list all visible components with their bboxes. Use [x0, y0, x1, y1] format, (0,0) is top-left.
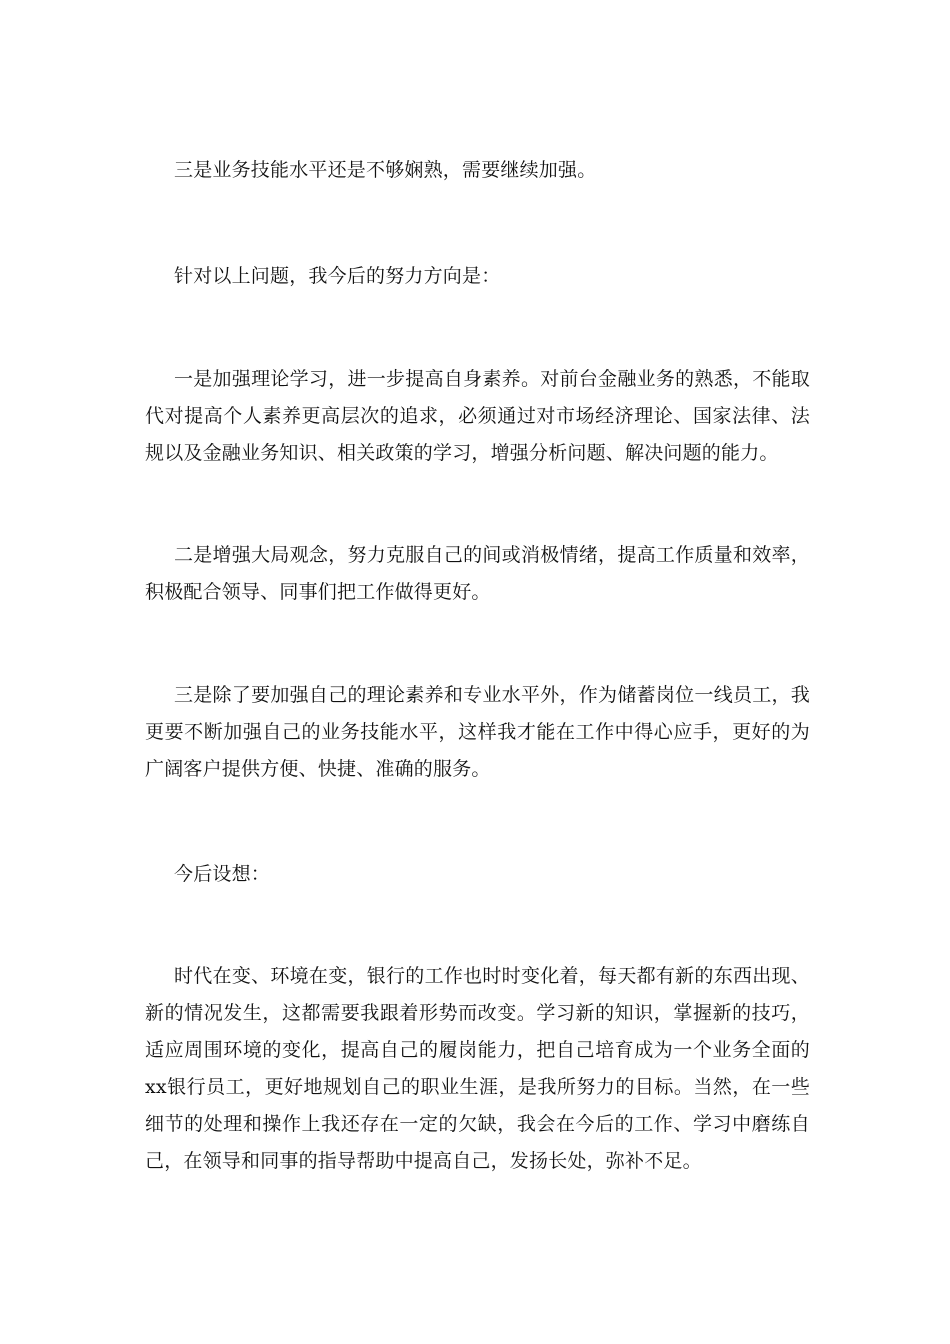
paragraph-direction-intro: 针对以上问题，我今后的努力方向是： — [174, 265, 501, 287]
paragraph-future-plan: 时代在变、环境在变，银行的工作也时时变化着，每天都有新的东西出现、新的情况发生，这都需要我跟着形势而改变。学习新的知识，掌握新的技巧，适应周围环境的变化，提高自己的履岗能力，把自己培育成为一个业务全面的xx银行员工，更好地规划自己的职业生涯，是我所努力的目标。当然，在一些细节的处理和操作上我还存在一定的欠缺，我会在今后的工作、学习中磨练自己，在领导和同事的指导帮助中提高自己，发扬长处，弥补不足。 — [145, 965, 810, 1172]
paragraph-business-skill: 三是除了要加强自己的理论素养和专业水平外，作为储蓄岗位一线员工，我更要不断加强自己的业务技能水平，这样我才能在工作中得心应手，更好的为广阔客户提供方便、快捷、准确的服务。 — [145, 684, 810, 780]
paragraph-skill-issue: 三是业务技能水平还是不够娴熟，需要继续加强。 — [174, 159, 597, 181]
paragraph-theory-study: 一是加强理论学习，进一步提高自身素养。对前台金融业务的熟悉，不能取代对提高个人素养更高层次的追求，必须通过对市场经济理论、国家法律、法规以及金融业务知识、相关政策的学习，增强分析问题、解决问题的能力。 — [145, 368, 810, 464]
paragraph-overall-view: 二是增强大局观念，努力克服自己的间或消极情绪，提高工作质量和效率，积极配合领导、同事们把工作做得更好。 — [145, 544, 810, 603]
paragraph-future-heading: 今后设想： — [174, 863, 271, 885]
